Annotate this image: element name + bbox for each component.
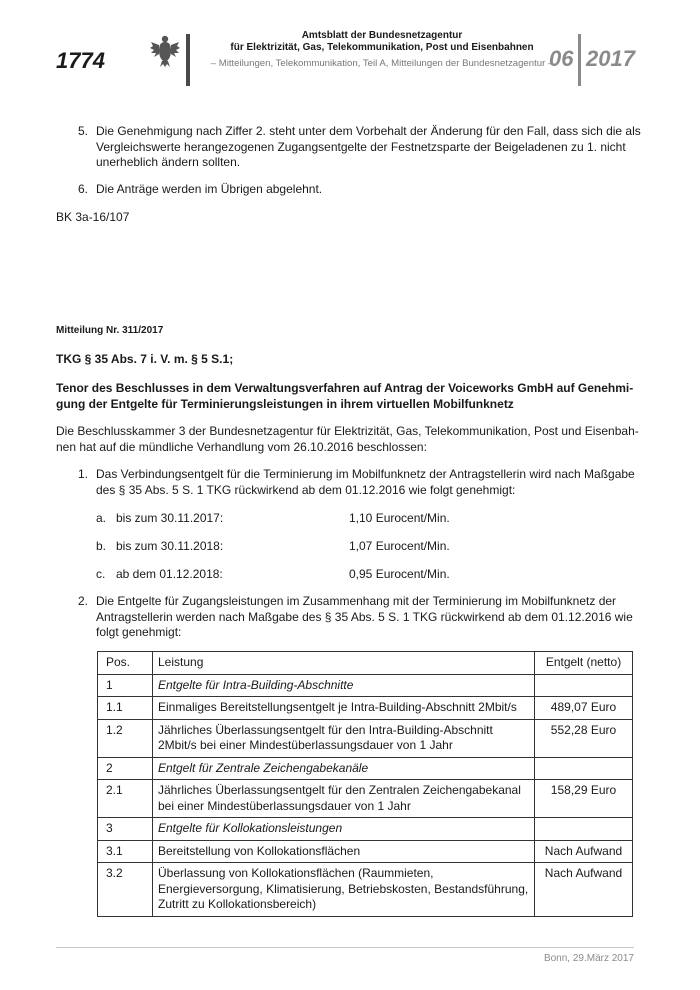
row-entgelt: 552,28 Euro: [535, 719, 633, 757]
row-leistung: [153, 863, 535, 917]
rate-a-letter: a.: [96, 511, 107, 525]
item-2-line-3: folgt genehmigt:: [96, 625, 182, 639]
item-5-line-3: unerheblich ändern sollten.: [96, 155, 241, 169]
rate-c-letter: c.: [96, 567, 106, 581]
item-1-line-1: Das Verbindungsentgelt für die Terminierung im Mobilfunknetz der Antragstellerin wird nach Maßgabe: [96, 467, 635, 481]
item-1-number: 1.: [78, 467, 89, 481]
row-leistung-line: 2Mbit/s bei einer Mindestüberlassungsdauer von 1 Jahr: [158, 738, 453, 752]
table-row: [98, 674, 633, 697]
row-leistung: [153, 757, 535, 780]
notice-label: Mitteilung Nr. 311/2017: [56, 325, 164, 336]
legal-basis: TKG § 35 Abs. 7 i. V. m. § 5 S.1;: [56, 352, 234, 366]
row-entgelt: [535, 674, 633, 697]
notice-heading-line-1: Tenor des Beschlusses in dem Verwaltungsverfahren auf Antrag der Voiceworks GmbH auf Genehmi-: [56, 381, 634, 395]
table-row: [98, 840, 633, 863]
row-leistung: [153, 818, 535, 841]
rate-a-period: bis zum 30.11.2017:: [116, 511, 224, 525]
row-entgelt: 489,07 Euro: [535, 697, 633, 720]
item-5-line-2: Vergleichswerte herangezogenen Zugangsentgelte der Festnetzsparte der Beigeladenen zu 1. nicht: [96, 139, 626, 154]
table-row: [98, 757, 633, 780]
case-reference: BK 3a-16/107: [56, 210, 130, 224]
item-2-line-2: Antragstellerin werden nach Maßgabe des § 35 Abs. 5 S. 1 TKG rückwirkend ab dem 01.12.2016 wie: [96, 609, 633, 624]
row-leistung-line: Energieversorgung, Klimatisierung, Betriebskosten, Bestandsführung,: [158, 881, 529, 896]
rate-a-value: 1,10 Eurocent/Min.: [349, 511, 450, 525]
journal-subtitle: für Elektrizität, Gas, Telekommunikation, Post und Eisenbahnen: [230, 42, 534, 53]
item-5-line-1: Die Genehmigung nach Ziffer 2. steht unter dem Vorbehalt der Änderung für den Fall, dass sich die als: [96, 124, 641, 138]
rate-c-value: 0,95 Eurocent/Min.: [349, 567, 450, 581]
row-pos: 3.1: [98, 840, 153, 863]
row-leistung-line: Entgelte für Kollokationsleistungen: [158, 821, 343, 835]
rate-b-letter: b.: [96, 539, 107, 553]
row-pos: 2: [98, 757, 153, 780]
row-entgelt: [535, 818, 633, 841]
row-leistung-line: Zutritt zu Kollokationsbereich): [158, 897, 317, 911]
row-entgelt: [535, 757, 633, 780]
journal-section: – Mitteilungen, Telekommunikation, Teil A, Mitteilungen der Bundesnetzagentur –: [210, 58, 554, 69]
table-row: [98, 780, 633, 818]
header-pos: Pos.: [98, 652, 153, 675]
federal-eagle-icon: [150, 34, 180, 68]
issue-divider: [578, 34, 581, 86]
footer-place-date: Bonn, 29.März 2017: [543, 953, 634, 964]
intro-line-2: nen hat auf die mündliche Verhandlung vom 26.10.2016 beschlossen:: [56, 439, 427, 454]
rate-b-period: bis zum 30.11.2018:: [116, 539, 224, 553]
journal-title: Amtsblatt der Bundesnetzagentur: [301, 30, 463, 41]
header-leistung: Leistung: [153, 652, 535, 675]
row-leistung-line: Entgelt für Zentrale Zeichengabekanäle: [158, 760, 369, 775]
item-2-line-1: Die Entgelte für Zugangsleistungen im Zusammenhang mit der Terminierung im Mobilfunknetz der: [96, 594, 617, 608]
row-leistung: [153, 719, 535, 757]
row-leistung-line: Bereitstellung von Kollokationsflächen: [158, 843, 361, 858]
row-pos: 2.1: [98, 780, 153, 818]
table-row: [98, 719, 633, 757]
row-entgelt: Nach Aufwand: [535, 863, 633, 917]
row-pos: 1: [98, 674, 153, 697]
page-number: 1774: [56, 48, 105, 73]
table-row: [98, 863, 633, 917]
row-leistung-line: Entgelte für Intra-Building-Abschnitte: [158, 677, 354, 692]
table-header-row: [98, 652, 633, 675]
row-leistung-line: Jährliches Überlassungsentgelt für den Zentralen Zeichengabekanal: [158, 783, 521, 797]
fee-table-body: [98, 674, 633, 916]
intro-line-1: Die Beschlusskammer 3 der Bundesnetzagentur für Elektrizität, Gas, Telekommunikation, Post und Eisenbah-: [56, 424, 639, 438]
table-row: [98, 697, 633, 720]
row-leistung-line: Überlassung von Kollokationsflächen (Raummieten,: [158, 866, 434, 880]
item-2-number: 2.: [78, 594, 89, 608]
row-entgelt: Nach Aufwand: [535, 840, 633, 863]
row-pos: 1.1: [98, 697, 153, 720]
row-leistung: [153, 697, 535, 720]
row-leistung-line: bei einer Mindestüberlassungsdauer von 1 Jahr: [158, 798, 411, 813]
item-1-line-2: des § 35 Abs. 5 S. 1 TKG rückwirkend ab dem 01.12.2016 wie folgt genehmigt:: [96, 482, 516, 497]
fee-table: [97, 651, 633, 917]
footer-divider: [56, 947, 634, 948]
row-pos: 3.2: [98, 863, 153, 917]
row-leistung: [153, 674, 535, 697]
issue-number: 06: [549, 46, 574, 71]
item-5-number: 5.: [78, 124, 89, 138]
table-row: [98, 818, 633, 841]
row-pos: 3: [98, 818, 153, 841]
rate-b-value: 1,07 Eurocent/Min.: [349, 539, 450, 553]
header-divider: [186, 34, 190, 86]
row-entgelt: 158,29 Euro: [535, 780, 633, 818]
item-6-line-1: Die Anträge werden im Übrigen abgelehnt.: [96, 182, 323, 196]
item-6-number: 6.: [78, 182, 89, 196]
row-leistung: [153, 780, 535, 818]
row-leistung-line: Jährliches Überlassungsentgelt für den Intra-Building-Abschnitt: [158, 722, 493, 737]
rate-c-period: ab dem 01.12.2018:: [116, 567, 223, 581]
notice-heading-line-2: gung der Entgelte für Terminierungsleistungen in ihrem virtuellen Mobilfunknetz: [56, 396, 514, 411]
header-entgelt: Entgelt (netto): [535, 652, 633, 675]
issue-year: 2017: [586, 46, 635, 71]
row-leistung-line: Einmaliges Bereitstellungsentgelt je Intra-Building-Abschnitt 2Mbit/s: [158, 700, 517, 714]
row-pos: 1.2: [98, 719, 153, 757]
row-leistung: [153, 840, 535, 863]
